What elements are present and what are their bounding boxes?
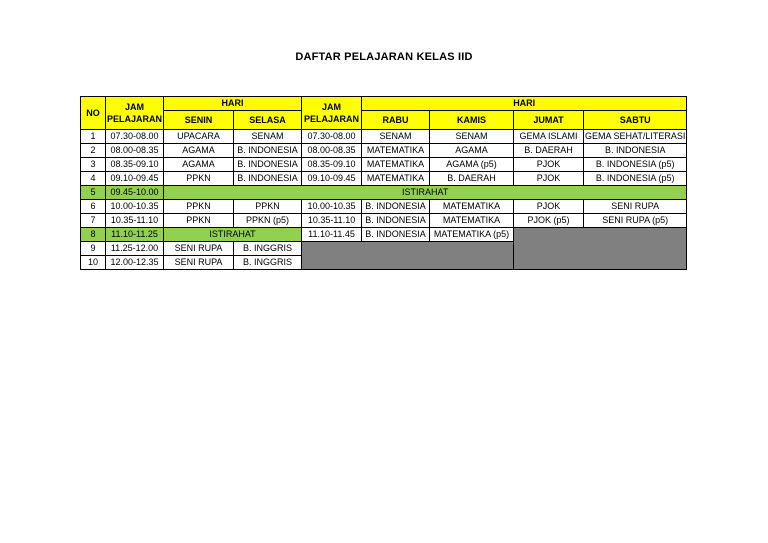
cell-rabu: SENAM <box>362 130 430 144</box>
cell-jam: 08.35-09.10 <box>106 158 164 172</box>
cell-senin: AGAMA <box>164 144 234 158</box>
cell-no: 4 <box>81 172 106 186</box>
table-row <box>81 172 687 186</box>
cell-kamis: MATEMATIKA <box>430 200 514 214</box>
cell-no: 7 <box>81 214 106 228</box>
empty-gray-block <box>302 242 514 270</box>
schedule-table <box>80 96 687 270</box>
cell-jam: 07.30-08.00 <box>106 130 164 144</box>
cell-sabtu: B. INDONESIA (p5) <box>584 172 687 186</box>
header-jumat: JUMAT <box>514 111 584 130</box>
cell-rabu: MATEMATIKA <box>362 144 430 158</box>
cell-jam: 08.00-08.35 <box>106 144 164 158</box>
cell-rabu: B. INDONESIA <box>362 228 430 242</box>
cell-no: 8 <box>81 228 106 242</box>
cell-selasa: B. INDONESIA <box>234 172 302 186</box>
cell-senin: SENI RUPA <box>164 242 234 256</box>
cell-kamis: AGAMA <box>430 144 514 158</box>
cell-jumat: PJOK <box>514 158 584 172</box>
header-jam-pelajaran-2 <box>302 97 362 130</box>
cell-no: 1 <box>81 130 106 144</box>
header-hari-2: HARI <box>362 97 687 111</box>
cell-senin: AGAMA <box>164 158 234 172</box>
cell-jam: 10.35-11.10 <box>106 214 164 228</box>
cell-jam: 11.10-11.25 <box>106 228 164 242</box>
cell-jumat: B. DAERAH <box>514 144 584 158</box>
cell-rabu: B. INDONESIA <box>362 214 430 228</box>
cell-kamis: MATEMATIKA (p5) <box>430 228 514 242</box>
cell-senin: SENI RUPA <box>164 256 234 270</box>
header-no: NO <box>81 97 106 130</box>
cell-rabu: B. INDONESIA <box>362 200 430 214</box>
cell-senin: PPKN <box>164 172 234 186</box>
cell-no: 6 <box>81 200 106 214</box>
cell-selasa: PPKN (p5) <box>234 214 302 228</box>
page-title: DAFTAR PELAJARAN KELAS IID <box>295 51 473 63</box>
cell-selasa: B. INGGRIS <box>234 242 302 256</box>
cell-no: 5 <box>81 186 106 200</box>
cell-jam-2: 07.30-08.00 <box>302 130 362 144</box>
table-row <box>81 186 687 200</box>
cell-no: 9 <box>81 242 106 256</box>
header-rabu: RABU <box>362 111 430 130</box>
header-senin: SENIN <box>164 111 234 130</box>
cell-kamis: B. DAERAH <box>430 172 514 186</box>
break-cell: ISTIRAHAT <box>164 228 302 242</box>
header-sabtu: SABTU <box>584 111 687 130</box>
table-row <box>81 130 687 144</box>
cell-jam-2: 08.00-08.35 <box>302 144 362 158</box>
cell-jam: 09.45-10.00 <box>106 186 164 200</box>
table-row <box>81 228 687 242</box>
cell-jam-2: 10.00-10.35 <box>302 200 362 214</box>
cell-jumat: PJOK <box>514 172 584 186</box>
header-jam-line1: JAM <box>125 102 145 112</box>
cell-senin: PPKN <box>164 200 234 214</box>
header-kamis: KAMIS <box>430 111 514 130</box>
cell-selasa: B. INDONESIA <box>234 158 302 172</box>
cell-jam-2: 08.35-09.10 <box>302 158 362 172</box>
cell-senin: PPKN <box>164 214 234 228</box>
cell-sabtu: SENI RUPA (p5) <box>584 214 687 228</box>
cell-kamis: SENAM <box>430 130 514 144</box>
header-jam-line2: PELAJARAN <box>304 114 360 124</box>
cell-no: 2 <box>81 144 106 158</box>
cell-senin: UPACARA <box>164 130 234 144</box>
cell-kamis: AGAMA (p5) <box>430 158 514 172</box>
break-cell: ISTIRAHAT <box>164 186 687 200</box>
cell-jumat: GEMA ISLAMI <box>514 130 584 144</box>
empty-gray-block <box>514 228 687 270</box>
table-row <box>81 200 687 214</box>
cell-selasa: B. INDONESIA <box>234 144 302 158</box>
cell-kamis: MATEMATIKA <box>430 214 514 228</box>
cell-jam-2: 09.10-09.45 <box>302 172 362 186</box>
header-jam-pelajaran <box>106 97 164 130</box>
header-selasa: SELASA <box>234 111 302 130</box>
cell-selasa: PPKN <box>234 200 302 214</box>
cell-sabtu: SENI RUPA <box>584 200 687 214</box>
cell-rabu: MATEMATIKA <box>362 158 430 172</box>
table-row <box>81 144 687 158</box>
table-row <box>81 214 687 228</box>
cell-sabtu: B. INDONESIA (p5) <box>584 158 687 172</box>
cell-jam: 09.10-09.45 <box>106 172 164 186</box>
header-jam-line1: JAM <box>322 102 342 112</box>
cell-jam-2: 10.35-11.10 <box>302 214 362 228</box>
cell-no: 3 <box>81 158 106 172</box>
cell-jam: 12.00-12.35 <box>106 256 164 270</box>
cell-jam-2: 11.10-11.45 <box>302 228 362 242</box>
cell-jam: 11.25-12.00 <box>106 242 164 256</box>
header-hari: HARI <box>164 97 302 111</box>
cell-sabtu: GEMA SEHAT/LITERASI <box>584 130 687 144</box>
cell-rabu: MATEMATIKA <box>362 172 430 186</box>
cell-jam: 10.00-10.35 <box>106 200 164 214</box>
cell-sabtu: B. INDONESIA <box>584 144 687 158</box>
table-row <box>81 158 687 172</box>
cell-selasa: SENAM <box>234 130 302 144</box>
cell-no: 10 <box>81 256 106 270</box>
cell-jumat: PJOK (p5) <box>514 214 584 228</box>
cell-jumat: PJOK <box>514 200 584 214</box>
header-jam-line2: PELAJARAN <box>107 114 163 124</box>
cell-selasa: B. INGGRIS <box>234 256 302 270</box>
